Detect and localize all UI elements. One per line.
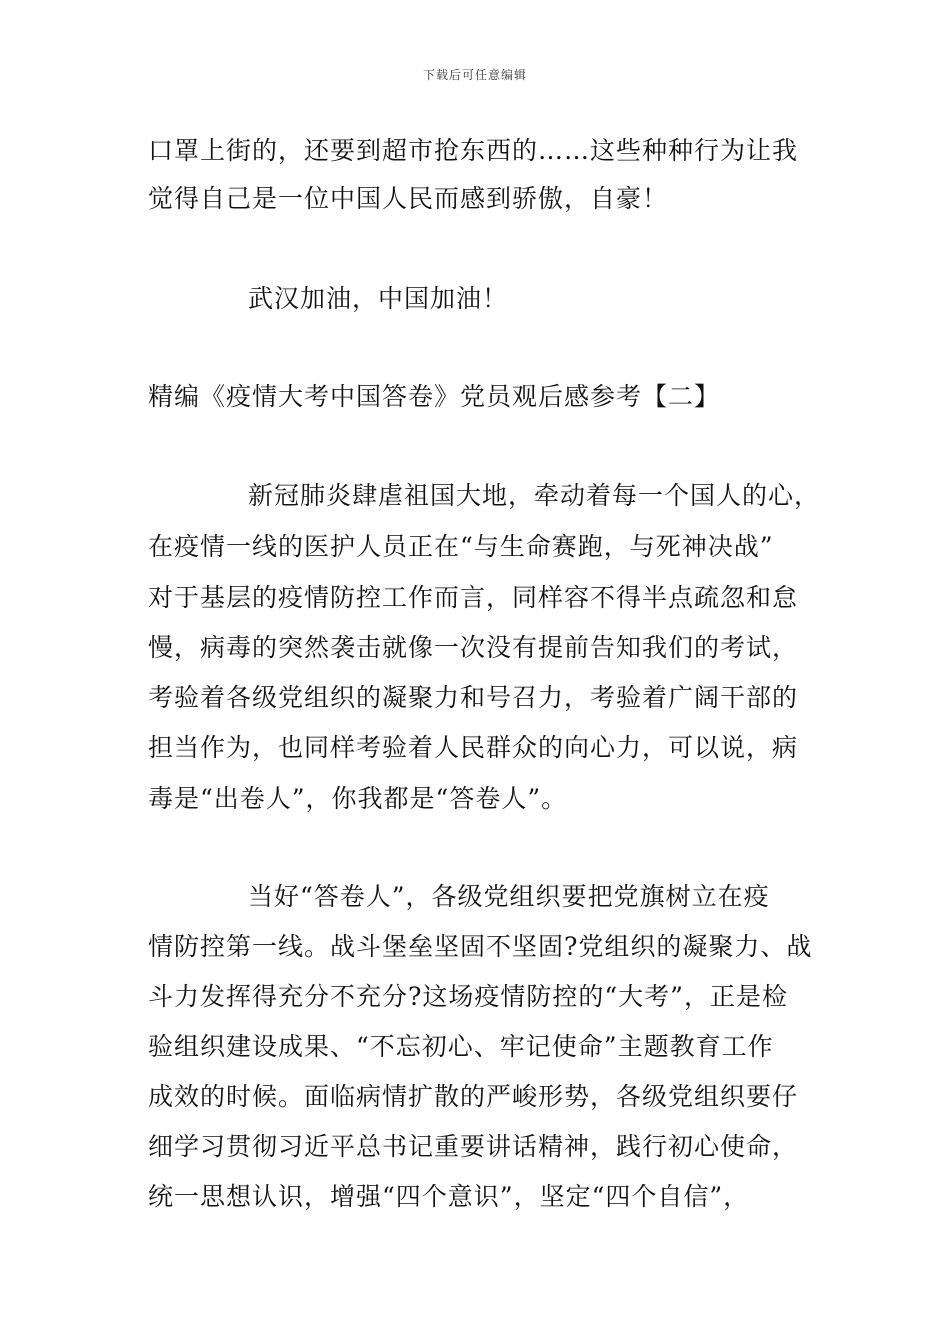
paragraph-line: 觉得自己是一位中国人民而感到骄傲，自豪！ [148,184,669,213]
paragraph-line: 当好“答卷人”，各级党组织要把党旗树立在疫 [248,882,770,911]
page-header-note: 下载后可任意编辑 [422,68,527,82]
paragraph-line: 考验着各级党组织的凝聚力和号召力，考验着广阔干部的 [148,683,799,712]
paragraph-line: 口罩上街的，还要到超市抢东西的……这些种种行为让我 [148,136,799,165]
paragraph-line: 斗力发挥得充分不充分?这场疫情防控的“大考”，正是检 [148,982,788,1011]
paragraph-line: 成效的时候。面临病情扩散的严峻形势，各级党组织要仔 [148,1082,799,1111]
paragraph-line: 细学习贯彻习近平总书记重要讲话精神，践行初心使命， [148,1132,799,1161]
paragraph-line: 统一思想认识，增强“四个意识”，坚定“四个自信”， [148,1182,750,1211]
paragraph-line: 担当作为，也同样考验着人民群众的向心力，可以说，病 [148,733,799,762]
paragraph-line: 验组织建设成果、“不忘初心、牢记使命”主题教育工作 [148,1032,774,1061]
paragraph-line: 武汉加油，中国加油！ [248,284,509,313]
section-title: 精编《疫情大考中国答卷》党员观后感参考【二】 [148,382,721,411]
paragraph-line: 在疫情一线的医护人员正在“与生命赛跑，与死神决战” [148,532,774,561]
paragraph-line: 新冠肺炎肆虐祖国大地，牵动着每一个国人的心， [248,481,821,510]
paragraph-line: 毒是“出卷人”，你我都是“答卷人”。 [148,784,568,813]
paragraph-line: 对于基层的疫情防控工作而言，同样容不得半点疏忽和怠 [148,583,799,612]
paragraph-line: 慢，病毒的突然袭击就像一次没有提前告知我们的考试， [148,633,799,662]
paragraph-line: 情防控第一线。战斗堡垒坚固不坚固?党组织的凝聚力、战 [148,932,813,961]
